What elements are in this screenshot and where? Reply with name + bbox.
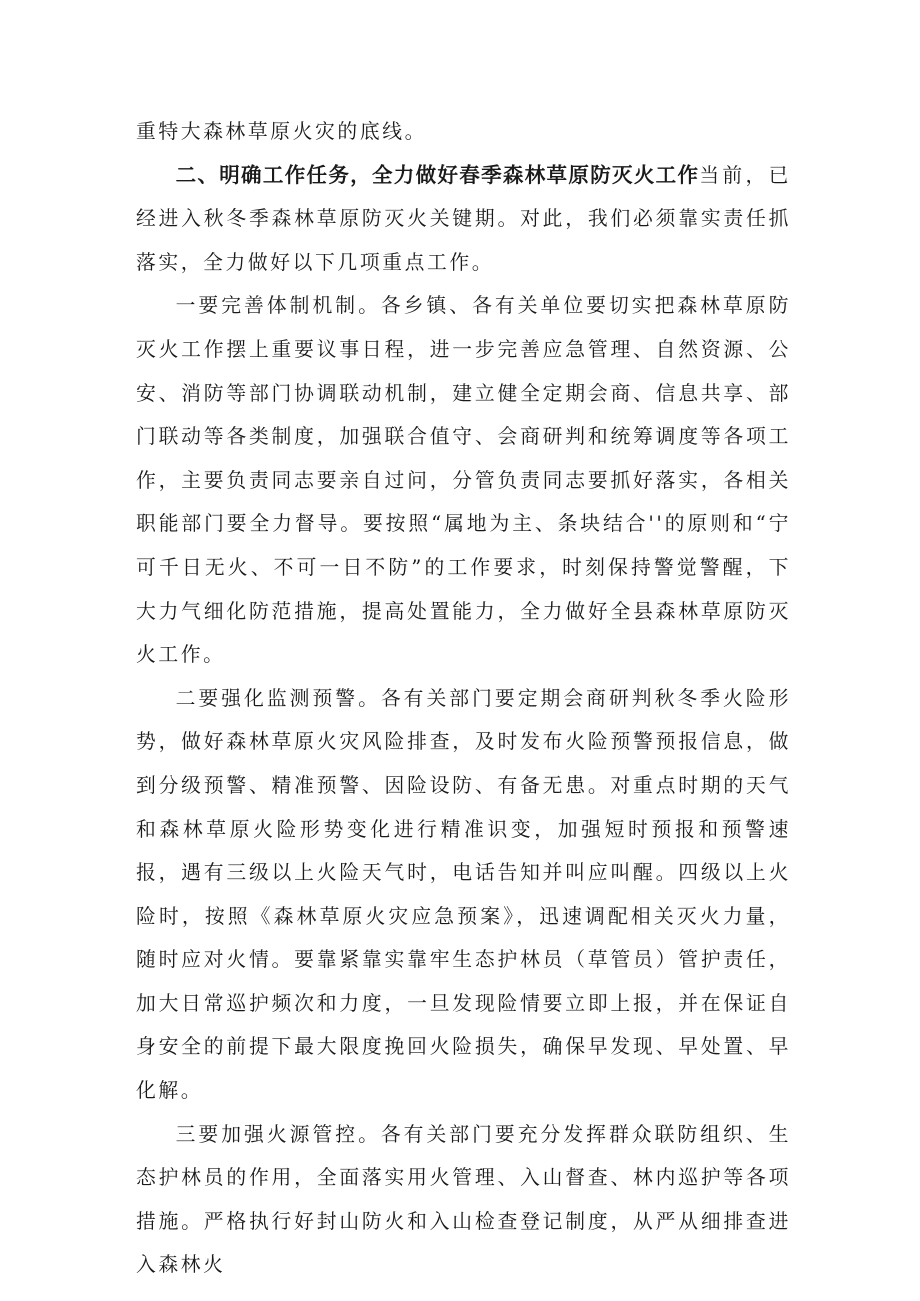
paragraph-text: 三要加强火源管控。各有关部门要充分发挥群众联防组织、生态护林员的作用，全面落实用火管理、入山督查、林内巡护等各项措施。严格执行好封山防火和入山检查登记制度，从严从细排查进入森林火 <box>136 1122 791 1277</box>
section-heading: 二、明确工作任务，全力做好春季森林草原防灭火工作 <box>175 162 700 187</box>
paragraph-text: 一要完善体制机制。各乡镇、各有关单位要切实把森林草原防灭火工作摆上重要议事日程，进一步完善应急管理、自然资源、公安、消防等部门协调联动机制，建立健全定期会商、信息共享、部门联动等各类制度，加强联合值守、会商研判和统筹调度等各项工作，主要负责同志要亲自过问，分管负责同志要抓好落实，各相关职能部门要全力督导。要按照“属地为主、条块结合''的原则和“宁可千日无火、不可一日不防”的工作要求，时刻保持警觉警醒，下大力气细化防范措施，提高处置能力，全力做好全县森林草原防灭火工作。 <box>136 294 791 667</box>
paragraph-mechanism <box>136 284 791 676</box>
paragraph-text: 二要强化监测预警。各有关部门要定期会商研判秋冬季火险形势，做好森林草原火灾风险排查，及时发布火险预警预报信息，做到分级预警、精准预警、因险设防、有备无患。对重点时期的天气和森林草原火险形势变化进行精准识变，加强短时预报和预警速报，遇有三级以上火险天气时，电话告知并叫应叫醒。四级以上火险时，按照《森林草原火灾应急预案》，迅速调配相关灭火力量，随时应对火情。要靠紧靠实靠牢生态护林员（草管员）管护责任，加大日常巡护频次和力度，一旦发现险情要立即上报，并在保证自身安全的前提下最大限度挽回火险损失，确保早发现、早处置、早化解。 <box>136 686 791 1103</box>
section-two-paragraph <box>136 154 791 285</box>
paragraph-continuation <box>136 110 791 154</box>
section-intro-text: 当前，已经进入秋冬季森林草原防灭火关键期。对此，我们必须靠实责任抓落实，全力做好以下几项重点工作。 <box>136 163 792 274</box>
paragraph-text: 重特大森林草原火灾的底线。 <box>136 120 427 143</box>
paragraph-monitoring <box>136 677 791 1113</box>
document-page <box>136 110 791 1287</box>
paragraph-fire-source <box>136 1113 791 1287</box>
